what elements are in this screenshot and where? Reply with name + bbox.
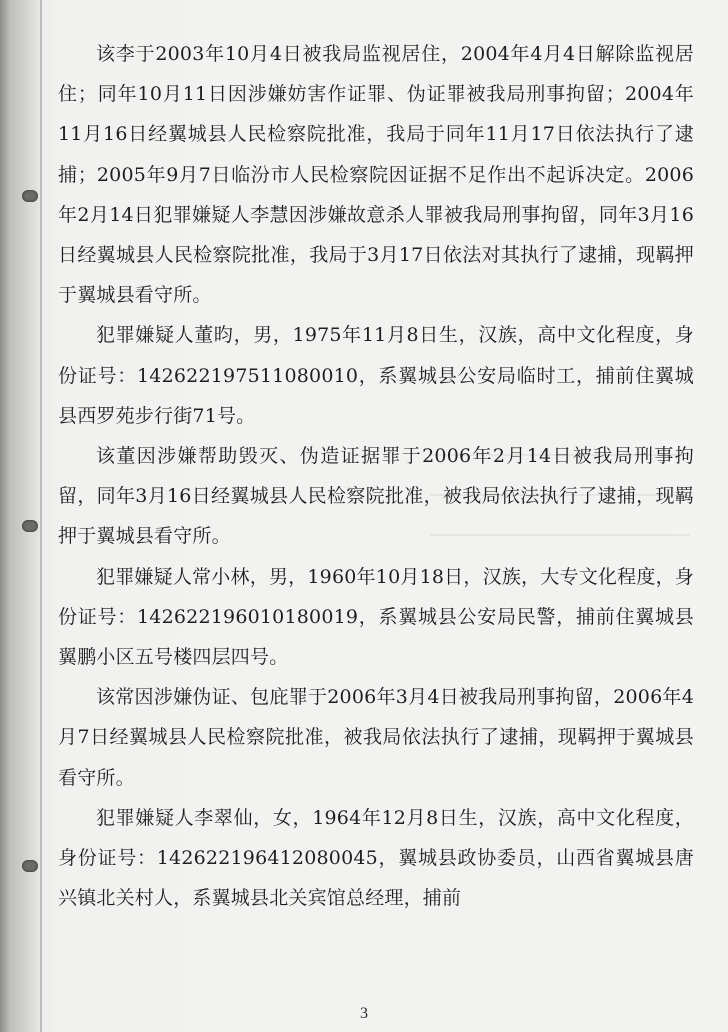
binding-hole	[22, 860, 38, 872]
binding-edge	[0, 0, 44, 1032]
binding-hole	[22, 190, 38, 202]
page-number: 3	[360, 1005, 368, 1022]
paragraph-suspect-li-profile: 犯罪嫌疑人李翠仙，女，1964年12月8日生，汉族，高中文化程度，身份证号：142622196412080045，翼城县政协委员，山西省翼城县唐兴镇北关村人，系翼城县北关宾馆总经理，捕前	[58, 806, 694, 910]
paragraph-suspect-chang-profile: 犯罪嫌疑人常小林，男，1960年10月18日，汉族，大专文化程度，身份证号：142622196010180019，系翼城县公安局民警，捕前住翼城县翼鹏小区五号楼四层四号。	[58, 565, 694, 669]
paragraph-detention-history: 该李于2003年10月4日被我局监视居住，2004年4月4日解除监视居住；同年10月11日因涉嫌妨害作证罪、伪证罪被我局刑事拘留；2004年11月16日经翼城县人民检察院批准，我局于同年11月17日依法执行了逮捕；2005年9月7日临汾市人民检察院因证据不足作出不起诉决定。2006年2月14日犯罪嫌疑人李慧因涉嫌故意杀人罪被我局刑事拘留，同年3月16日经翼城县人民检察院批准，我局于3月17日依法对其执行了逮捕，现羁押于翼城县看守所。	[58, 43, 694, 307]
paragraph-suspect-chang-arrest: 该常因涉嫌伪证、包庇罪于2006年3月4日被我局刑事拘留，2006年4月7日经翼城县人民检察院批准，被我局依法执行了逮捕，现羁押于翼城县看守所。	[58, 686, 694, 789]
binding-crease	[40, 0, 42, 1032]
paragraph-suspect-dong-profile: 犯罪嫌疑人董昀，男，1975年11月8日生，汉族，高中文化程度，身份证号：142622197511080010，系翼城县公安局临时工，捕前住翼城县西罗苑步行街71号。	[58, 324, 694, 427]
body-text	[58, 34, 694, 918]
paragraph-suspect-dong-arrest: 该董因涉嫌帮助毁灭、伪造证据罪于2006年2月14日被我局刑事拘留，同年3月16日经翼城县人民检察院批准，被我局依法执行了逮捕，现羁押于翼城县看守所。	[58, 445, 694, 548]
binding-hole	[22, 520, 38, 532]
